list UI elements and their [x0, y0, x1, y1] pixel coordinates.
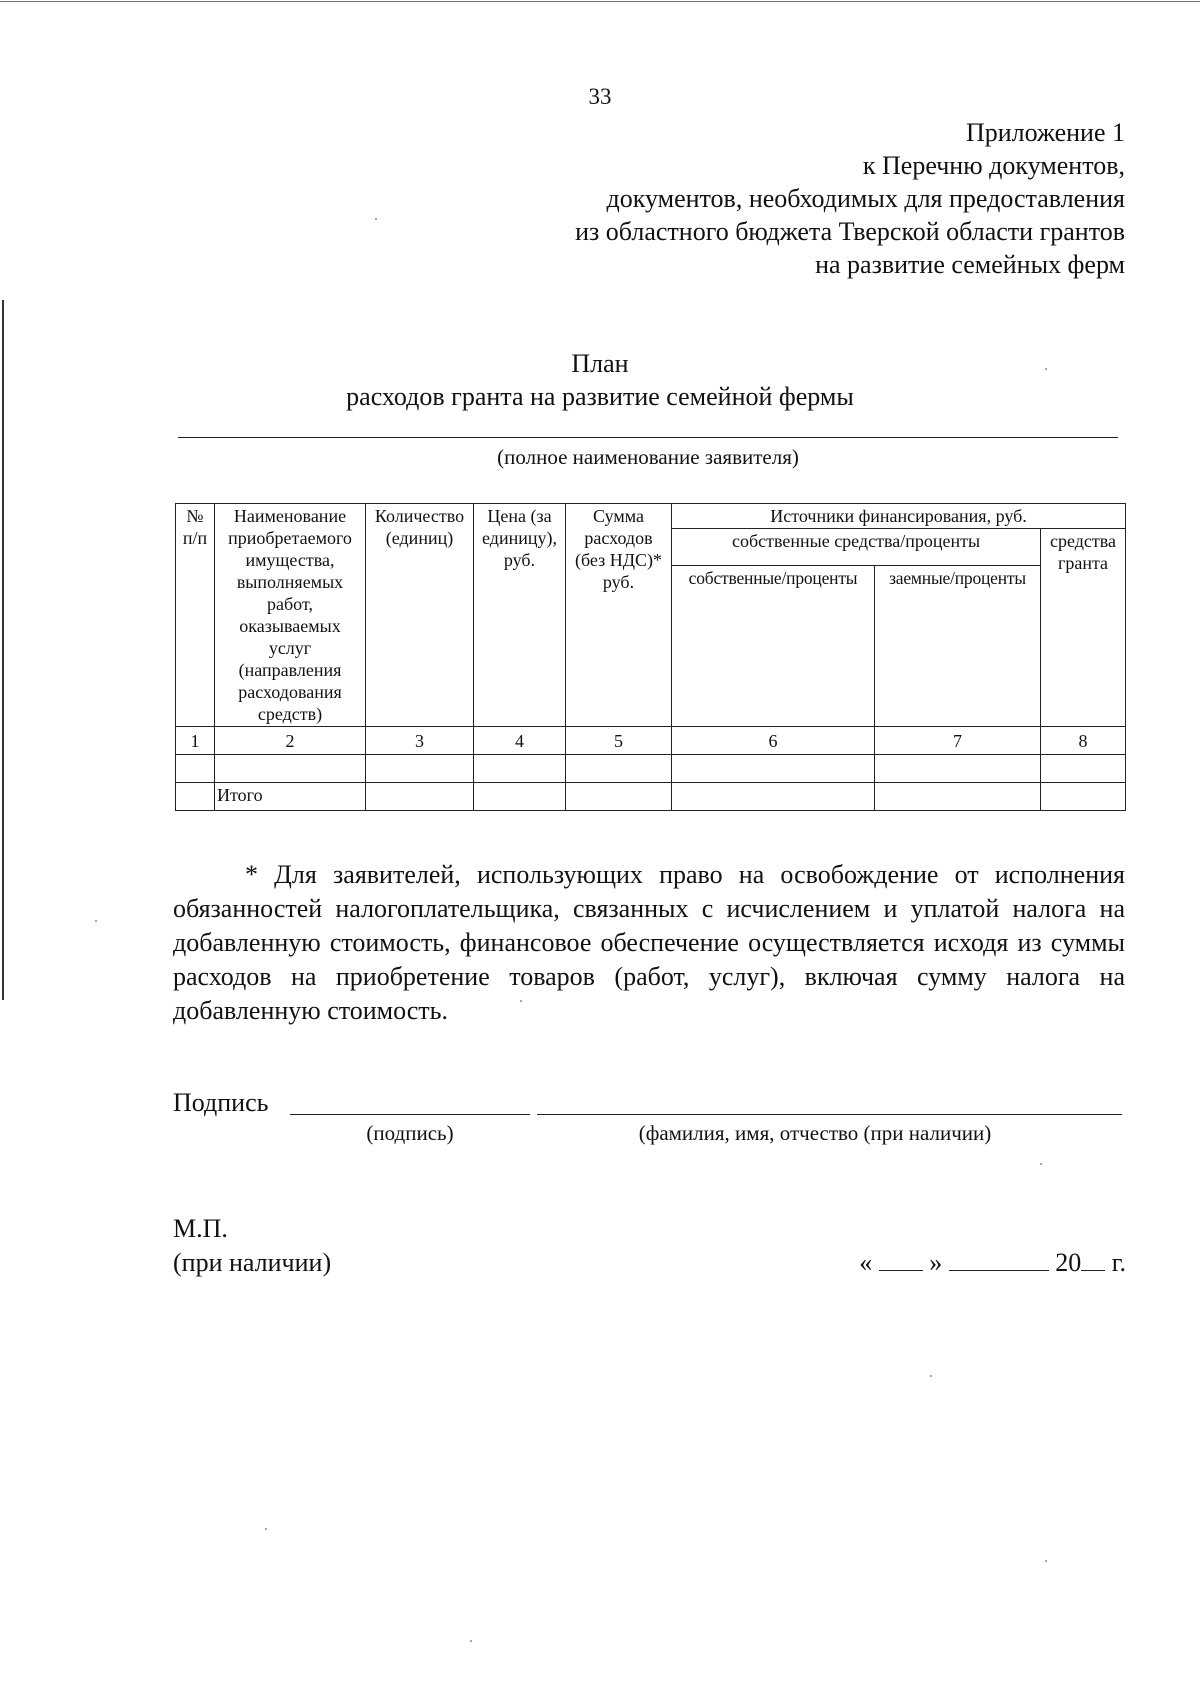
column-number-row: [176, 727, 1126, 755]
table-cell: [1041, 755, 1126, 783]
date-open-quote: «: [859, 1248, 873, 1277]
expense-plan-table: [175, 503, 1126, 811]
appendix-line: Приложение 1: [965, 118, 1125, 147]
applicant-name-line: [178, 437, 1118, 438]
title-line-1: План: [571, 349, 629, 378]
column-number: 3: [366, 727, 474, 755]
year-prefix: 20: [1055, 1248, 1082, 1277]
stamp-block: [173, 1212, 331, 1280]
header-own: собственные/проценты: [672, 566, 875, 727]
total-label: Итого: [215, 783, 366, 811]
year-blank: [1081, 1246, 1105, 1271]
scan-speck: [1040, 1163, 1042, 1165]
signature-label: Подпись: [173, 1088, 269, 1117]
scan-speck: [265, 1528, 267, 1530]
table-cell: [176, 755, 215, 783]
scan-speck: [470, 1640, 472, 1642]
column-number: 2: [215, 727, 366, 755]
header-row-1: [176, 504, 1126, 529]
table-cell: [672, 783, 875, 811]
column-number: 1: [176, 727, 215, 755]
day-blank: [879, 1246, 923, 1271]
stamp-label: М.П.: [173, 1214, 228, 1243]
table-cell: [176, 783, 215, 811]
header-sum: Сумма расходов (без НДС)* руб.: [566, 504, 672, 727]
column-number: 5: [566, 727, 672, 755]
title-line-2: расходов гранта на развитие семейной фермы: [346, 382, 854, 411]
table-cell: [215, 755, 366, 783]
header-own-group: собственные средства/проценты: [672, 529, 1041, 566]
year-suffix: г.: [1111, 1248, 1126, 1277]
table-cell: [1041, 783, 1126, 811]
signature-line: [290, 1114, 530, 1115]
table-row: [176, 755, 1126, 783]
vat-footnote: [173, 858, 1125, 1028]
table-cell: [366, 783, 474, 811]
month-blank: [949, 1246, 1049, 1271]
table-cell: [875, 783, 1041, 811]
date-close-quote: »: [929, 1248, 943, 1277]
page-number: 33: [588, 84, 612, 109]
document-title: [0, 347, 1200, 413]
header-name: Наименование приобретаемого имущества, выполняемых работ, оказываемых услуг (направления расходования средств): [215, 504, 366, 727]
full-name-caption: (фамилия, имя, отчество (при наличии): [638, 1121, 992, 1145]
scan-speck: [1045, 1560, 1047, 1562]
column-number: 8: [1041, 727, 1126, 755]
signature-caption: (подпись): [366, 1121, 454, 1145]
scan-speck: [95, 920, 97, 922]
header-borrowed: заемные/проценты: [875, 566, 1041, 727]
header-price: Цена (за единицу), руб.: [474, 504, 566, 727]
appendix-header: [425, 116, 1125, 281]
total-row: [176, 783, 1126, 811]
appendix-line: на развитие семейных ферм: [815, 250, 1125, 279]
footnote-text: * Для заявителей, использующих право на освобождение от исполнения обязанностей налогоплательщика, связанных с исчислением и уплатой налога на добавленную стоимость, финансовое обеспечение осуществляется исходя из суммы расходов на приобретение товаров (работ, услуг), включая сумму налога на добавленную стоимость.: [173, 860, 1125, 1025]
table-cell: [566, 783, 672, 811]
scan-edge-top: [0, 1, 1200, 2]
header-qty: Количество (единиц): [366, 504, 474, 727]
header-num: № п/п: [176, 504, 215, 727]
table-cell: [566, 755, 672, 783]
table-cell: [366, 755, 474, 783]
table-cell: [875, 755, 1041, 783]
full-name-line: [537, 1114, 1122, 1115]
column-number: 4: [474, 727, 566, 755]
applicant-caption: (полное наименование заявителя): [497, 445, 799, 469]
appendix-line: документов, необходимых для предоставления: [606, 184, 1125, 213]
table-cell: [474, 755, 566, 783]
column-number: 7: [875, 727, 1041, 755]
table-cell: [474, 783, 566, 811]
column-number: 6: [672, 727, 875, 755]
date-field: [859, 1246, 1126, 1278]
header-grant: средства гранта: [1041, 529, 1126, 727]
scan-speck: [375, 218, 377, 220]
scan-speck: [930, 1375, 932, 1377]
table-cell: [672, 755, 875, 783]
appendix-line: к Перечню документов,: [862, 151, 1125, 180]
header-sources: Источники финансирования, руб.: [672, 504, 1126, 529]
appendix-line: из областного бюджета Тверской области грантов: [575, 217, 1125, 246]
stamp-note: (при наличии): [173, 1248, 332, 1277]
